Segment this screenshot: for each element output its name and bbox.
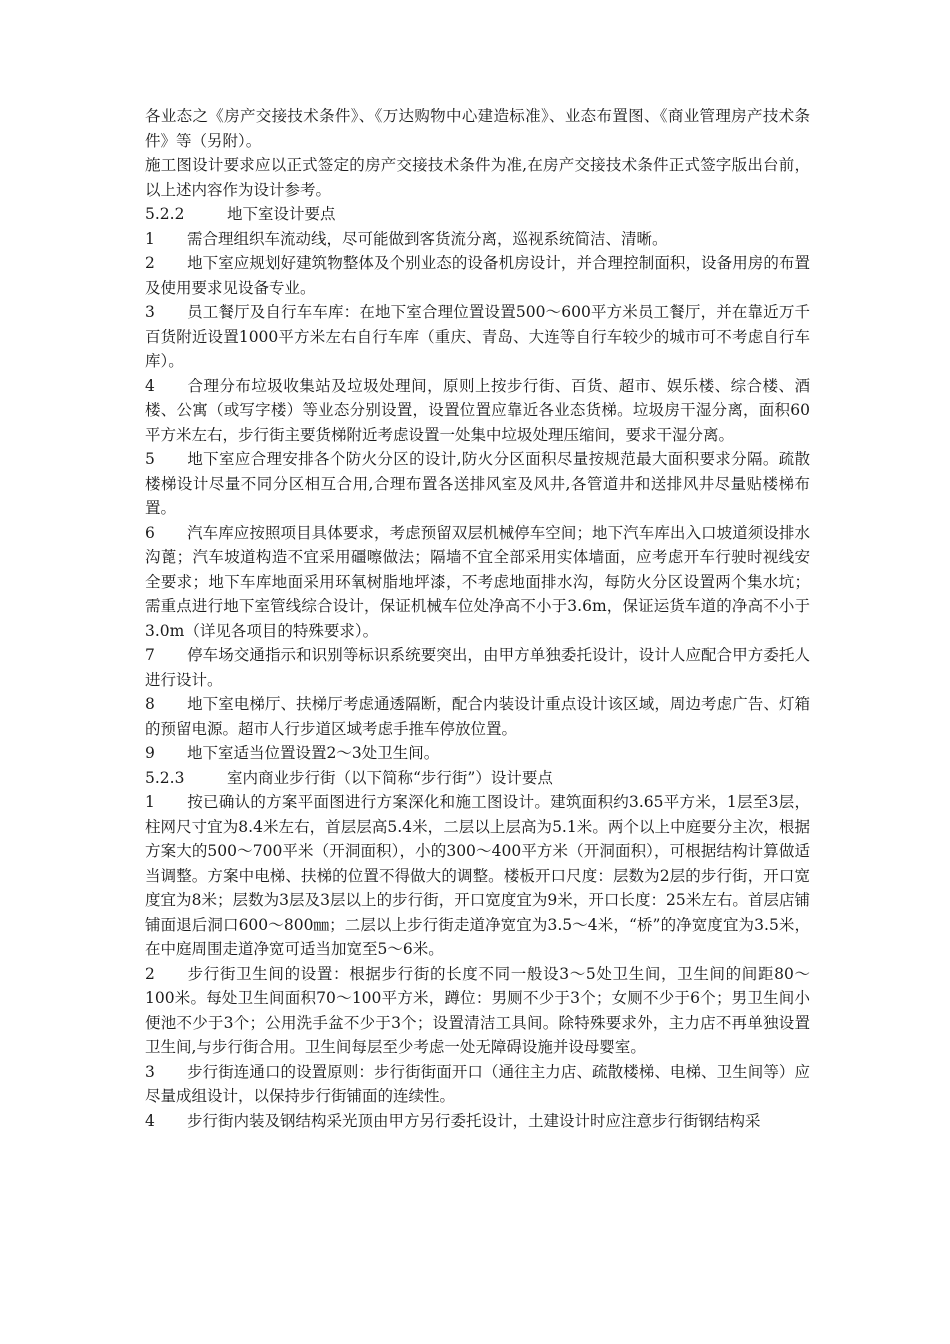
- paragraph-text: 各业态之《房产交接技术条件》、《万达购物中心建造标准》、业态布置图、《商业管理房产技术条件》等（另附）。: [145, 107, 810, 150]
- item-number: 2: [145, 964, 155, 983]
- paragraph: [145, 227, 810, 252]
- paragraph: [145, 521, 810, 644]
- item-number: 4: [145, 376, 155, 395]
- item-number: 6: [145, 523, 155, 542]
- item-number: 1: [145, 229, 155, 248]
- item-number: 2: [145, 254, 155, 272]
- paragraph: [145, 790, 810, 962]
- section-number: 5.2.2: [145, 205, 185, 223]
- paragraph: [145, 1109, 810, 1134]
- paragraph: [145, 300, 810, 374]
- paragraph-text: 地下室应合理安排各个防火分区的设计,防火分区面积尽量按规范最大面积要求分隔。疏散楼梯设计尽量不同分区相互合用,合理布置各送排风室及风井,各管道井和送排风井尽量贴楼梯布置。: [145, 450, 810, 517]
- paragraph: [145, 153, 810, 202]
- paragraph: [145, 374, 810, 448]
- paragraph: [145, 104, 810, 153]
- paragraph-text: 步行街卫生间的设置：根据步行街的长度不同一般设3～5处卫生间，卫生间的间距80～100米。每处卫生间面积70～100平方米，蹲位：男厕不少于3个；女厕不少于6个；男卫生间小便池不少于3个；公用洗手盆不少于3个；设置清洁工具间。除特殊要求外，主力店不再单独设置卫生间,与步行街合用。卫生间每层至少考虑一处无障碍设施并设母婴室。: [145, 964, 810, 1056]
- paragraph-text: 地下室适当位置设置2～3处卫生间。: [187, 744, 440, 762]
- section-title: 室内商业步行街（以下简称“步行街”）设计要点: [227, 768, 553, 787]
- paragraph: [145, 1060, 810, 1109]
- paragraph-text: 步行街内装及钢结构采光顶由甲方另行委托设计，土建设计时应注意步行街钢结构采: [187, 1111, 761, 1130]
- paragraph-text: 需合理组织车流动线，尽可能做到客货流分离，巡视系统简洁、清晰。: [187, 229, 668, 248]
- item-number: 7: [145, 646, 155, 664]
- item-number: 9: [145, 744, 155, 762]
- paragraph-text: 汽车库应按照项目具体要求，考虑预留双层机械停车空间；地下汽车库出入口坡道须设排水沟蓖；汽车坡道构造不宜采用礓嚓做法；隔墙不宜全部采用实体墙面，应考虑开车行驶时视线安全要求；地下车库地面采用环氧树脂地坪漆，不考虑地面排水沟，每防火分区设置两个集水坑；需重点进行地下室管线综合设计，保证机械车位处净高不小于3.6m，保证运货车道的净高不小于3.0m（详见各项目的特殊要求）。: [145, 523, 810, 640]
- item-number: 1: [145, 793, 155, 811]
- item-number: 4: [145, 1111, 155, 1130]
- section-title: 地下室设计要点: [227, 205, 336, 223]
- paragraph: [145, 692, 810, 741]
- paragraph-text: 步行街连通口的设置原则：步行街街面开口（通往主力店、疏散楼梯、电梯、卫生间等）应尽量成组设计，以保持步行街铺面的连续性。: [145, 1062, 810, 1105]
- paragraph: [145, 962, 810, 1060]
- section-number: 5.2.3: [145, 768, 185, 787]
- document-body: [145, 104, 810, 1133]
- item-number: 5: [145, 450, 155, 468]
- item-number: 8: [145, 695, 155, 713]
- paragraph-text: 地下室电梯厅、扶梯厅考虑通透隔断，配合内装设计重点设计该区域，周边考虑广告、灯箱的预留电源。超市人行步道区域考虑手推车停放位置。: [145, 695, 810, 738]
- paragraph-text: 停车场交通指示和识别等标识系统要突出，由甲方单独委托设计，设计人应配合甲方委托人进行设计。: [145, 646, 810, 689]
- paragraph: [145, 251, 810, 300]
- paragraph-text: 施工图设计要求应以正式签定的房产交接技术条件为准,在房产交接技术条件正式签字版出台前，以上述内容作为设计参考。: [145, 156, 810, 199]
- paragraph: [145, 741, 810, 766]
- paragraph-text: 合理分布垃圾收集站及垃圾处理间，原则上按步行街、百货、超市、娱乐楼、综合楼、酒楼、公寓（或写字楼）等业态分别设置，设置位置应靠近各业态货梯。垃圾房干湿分离，面积60平方米左右，步行街主要货梯附近考虑设置一处集中垃圾处理压缩间，要求干湿分离。: [145, 376, 810, 444]
- paragraph-text: 员工餐厅及自行车车库：在地下室合理位置设置500～600平方米员工餐厅，并在靠近万千百货附近设置1000平方米左右自行车库（重庆、青岛、大连等自行车较少的城市可不考虑自行车库）。: [145, 303, 810, 370]
- paragraph: [145, 643, 810, 692]
- paragraph: [145, 447, 810, 521]
- paragraph-text: 按已确认的方案平面图进行方案深化和施工图设计。建筑面积约3.65平方米，1层至3层，柱网尺寸宜为8.4米左右，首层层高5.4米，二层以上层高为5.1米。两个以上中庭要分主次，根据方案大的500～700平米（开洞面积），小的300～400平方米（开洞面积），可根据结构计算做适当调整。方案中电梯、扶梯的位置不得做大的调整。楼板开口尺度：层数为2层的步行街，开口宽度宜为8米；层数为3层及3层以上的步行街，开口宽度宜为9米，开口长度：25米左右。首层店铺铺面退后洞口600～800㎜；二层以上步行街走道净宽宜为3.5～4米，“桥”的净宽度宜为3.5米，在中庭周围走道净宽可适当加宽至5～6米。: [145, 793, 810, 958]
- item-number: 3: [145, 303, 155, 321]
- item-number: 3: [145, 1062, 155, 1081]
- section-heading: [145, 766, 810, 791]
- section-heading: [145, 202, 810, 227]
- paragraph-text: 地下室应规划好建筑物整体及个别业态的设备机房设计，并合理控制面积，设备用房的布置及使用要求见设备专业。: [145, 254, 810, 297]
